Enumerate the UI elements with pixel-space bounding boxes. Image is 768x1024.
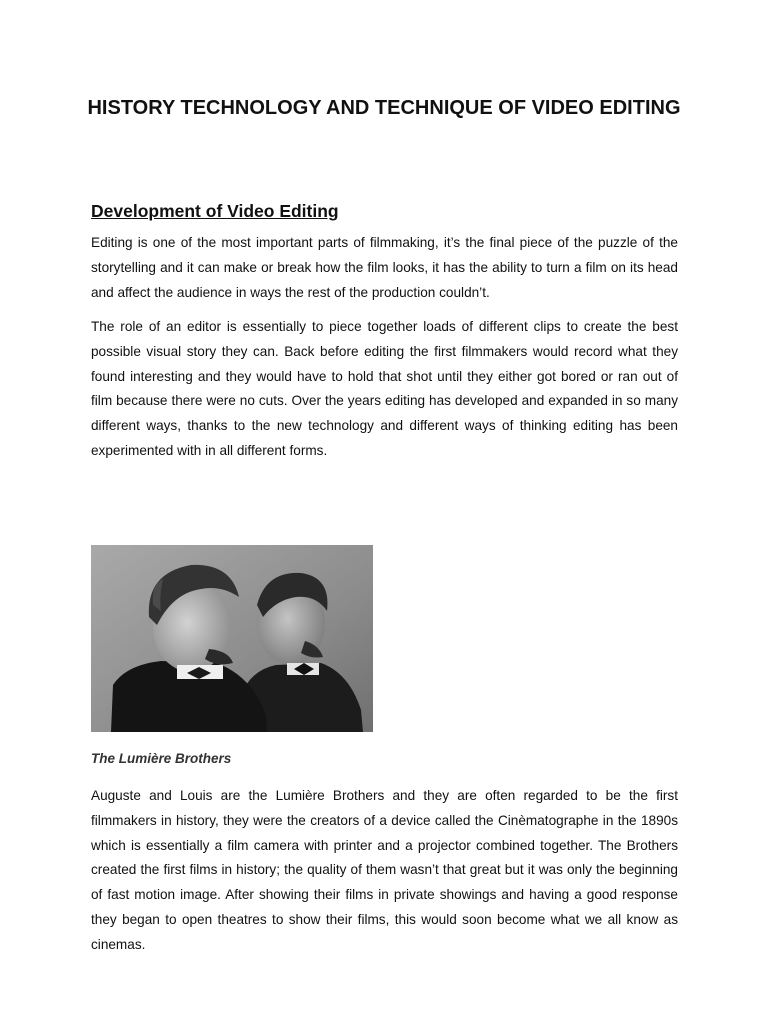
paragraph-editor-role: The role of an editor is essentially to piece together loads of different clips to create the best possible visual story they can. Back before editing the first filmmakers would record what they found interesting and they would have to hold that shot until they either got bored or ran out of film because there were no cuts. Over the years editing has developed and expanded in so many different ways, thanks to the new technology and different ways of thinking editing has been experimented with in all different forms. (91, 319, 678, 458)
paragraph-lumiere-brothers: Auguste and Louis are the Lumière Brothers and they are often regarded to be the first filmmakers in history, they were the creators of a device called the Cinèmatographe in the 1890s which is essentially a film camera with printer and a projector combined together. The Brothers created the first films in history; the quality of them wasn’t that great but it was only the beginning of fast motion image. After showing their films in private showings and having a good response they began to open theatres to show their films, this would soon become what we all know as cinemas. (91, 788, 678, 952)
document-title: HISTORY TECHNOLOGY AND TECHNIQUE OF VIDEO EDITING (87, 97, 681, 119)
section-heading: Development of Video Editing (91, 201, 339, 221)
image-caption: The Lumière Brothers (91, 751, 232, 766)
photo-illustration (91, 545, 373, 732)
paragraph-editing-intro: Editing is one of the most important parts of filmmaking, it’s the final piece of the puzzle of the storytelling and it can make or break how the film looks, it has the ability to turn a film on its head and affect the audience in ways the rest of the production couldn’t. (91, 235, 678, 300)
lumiere-brothers-photo (91, 545, 373, 732)
